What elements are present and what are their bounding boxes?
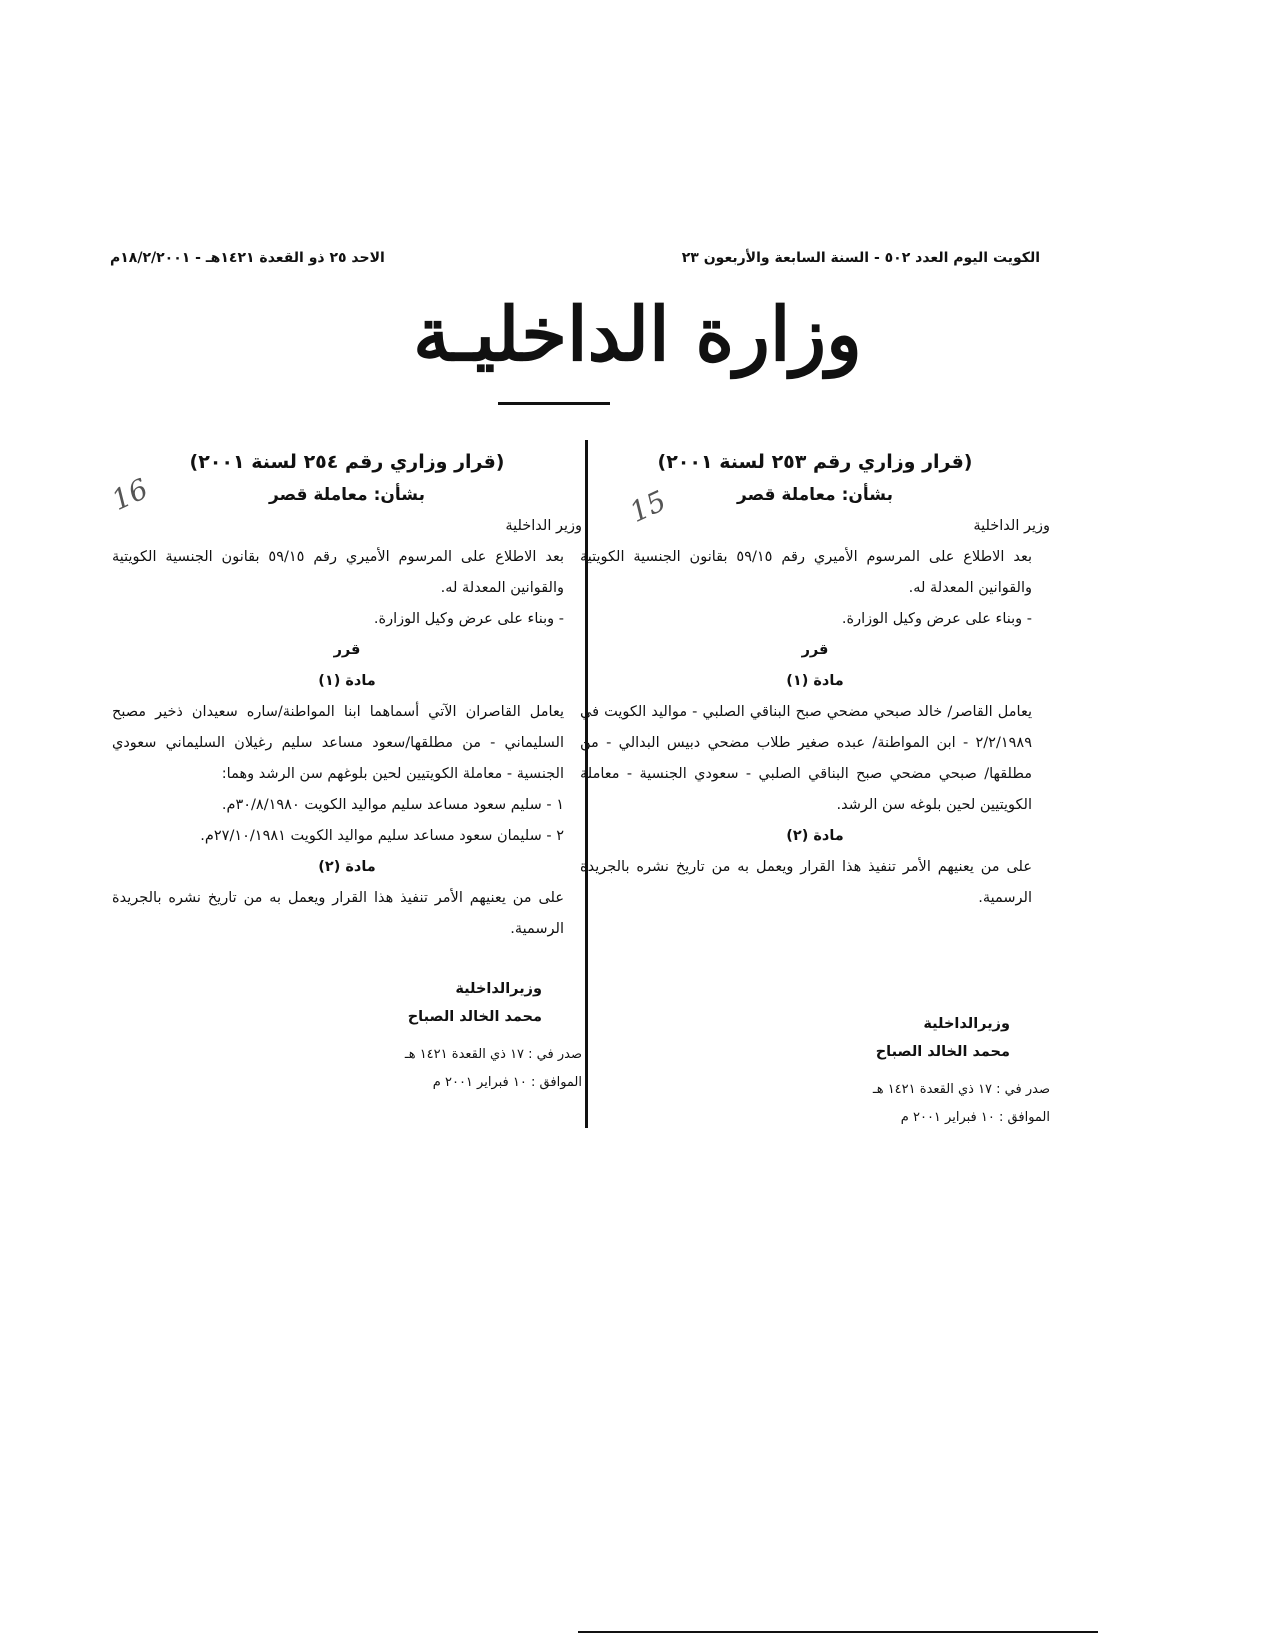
list-item: ١ - سليم سعود مساعد سليم مواليد الكويت ٣٠/٨/١٩٨٠م. — [221, 797, 564, 813]
issued-hijri: صدر في : ١٧ ذي القعدة ١٤٢١ هـ — [872, 1082, 1050, 1097]
minister-heading: وزير الداخلية — [505, 518, 582, 534]
minister-heading: وزير الداخلية — [973, 518, 1050, 534]
preamble: بعد الاطلاع على المرسوم الأميري رقم ٥٩/١٥ بقانون الجنسية الكويتية والقوانين المعدلة له. — [112, 549, 564, 596]
decree-title: (قرار وزاري رقم ٢٥٣ لسنة ٢٠٠١) — [657, 451, 973, 473]
decided-heading: قرر — [801, 642, 829, 658]
issued-hijri: صدر في : ١٧ ذي القعدة ١٤٢١ هـ — [404, 1047, 582, 1062]
article-text: يعامل القاصران الآتي أسماهما ابنا المواطنة/ساره سعيدان ذخير مصبح السليماني - من مطلقها/سعود مساعد سليم رغيلان السليماني سعودي الجنسية - معاملة الكويتيين لحين بلوغهم سن الرشد وهما: — [112, 704, 564, 782]
header-date: الاحد ٢٥ ذو القعدة ١٤٢١هـ - ١٨/٢/٢٠٠١م — [110, 250, 385, 266]
article-title: مادة (١) — [318, 673, 376, 689]
header-issue-info: الكويت اليوم العدد ٥٠٢ - السنة السابعة والأربعون ٢٣ — [681, 250, 1040, 266]
decree-254 — [112, 445, 582, 1097]
signature-title: وزيرالداخلية — [923, 1016, 1010, 1032]
bottom-rule — [578, 1631, 1098, 1633]
handwritten-page-number: 15 — [624, 484, 671, 529]
preamble: - وبناء على عرض وكيل الوزارة. — [841, 611, 1032, 627]
signature-block — [580, 1010, 1050, 1066]
decided-heading: قرر — [333, 642, 361, 658]
article-title: مادة (٢) — [786, 828, 844, 844]
issued-gregorian: الموافق : ١٠ فبراير ٢٠٠١ م — [900, 1110, 1050, 1125]
handwritten-page-number: 16 — [106, 472, 153, 517]
decree-253 — [580, 445, 1050, 1132]
masthead-rule — [498, 402, 610, 405]
issued-date — [580, 1076, 1050, 1132]
decree-subject: بشأن: معاملة قصر — [737, 485, 893, 505]
issued-gregorian: الموافق : ١٠ فبراير ٢٠٠١ م — [432, 1075, 582, 1090]
issued-date — [112, 1041, 582, 1097]
article-title: مادة (٢) — [318, 859, 376, 875]
decree-subject: بشأن: معاملة قصر — [269, 485, 425, 505]
article-title: مادة (١) — [786, 673, 844, 689]
signature-name: محمد الخالد الصباح — [875, 1044, 1010, 1060]
signature-block — [112, 975, 582, 1031]
list-item: ٢ - سليمان سعود مساعد سليم مواليد الكويت ٢٧/١٠/١٩٨١م. — [200, 828, 564, 844]
article-text: على من يعنيهم الأمر تنفيذ هذا القرار ويعمل به من تاريخ نشره بالجريدة الرسمية. — [580, 859, 1032, 906]
preamble: بعد الاطلاع على المرسوم الأميري رقم ٥٩/١٥ بقانون الجنسية الكويتية والقوانين المعدلة له. — [580, 549, 1032, 596]
article-text: على من يعنيهم الأمر تنفيذ هذا القرار ويعمل به من تاريخ نشره بالجريدة الرسمية. — [112, 890, 564, 937]
preamble: - وبناء على عرض وكيل الوزارة. — [373, 611, 564, 627]
decree-title: (قرار وزاري رقم ٢٥٤ لسنة ٢٠٠١) — [189, 451, 505, 473]
article-text: يعامل القاصر/ خالد صبحي مضحي صبح البناقي الصلبي - مواليد الكويت في ٢/٢/١٩٨٩ - ابن المواطنة/ عبده صغير طلاب مضحي دبيس البدالي - من مطلقها/ صبحي مضحي صبح البناقي الصلبي - سعودي الجنسية - معاملة الكويتيين لحين بلوغه سن الرشد. — [580, 704, 1032, 813]
signature-name: محمد الخالد الصباح — [407, 1009, 542, 1025]
masthead-title: وزارة الداخليـة — [413, 292, 862, 378]
signature-title: وزيرالداخلية — [455, 981, 542, 997]
